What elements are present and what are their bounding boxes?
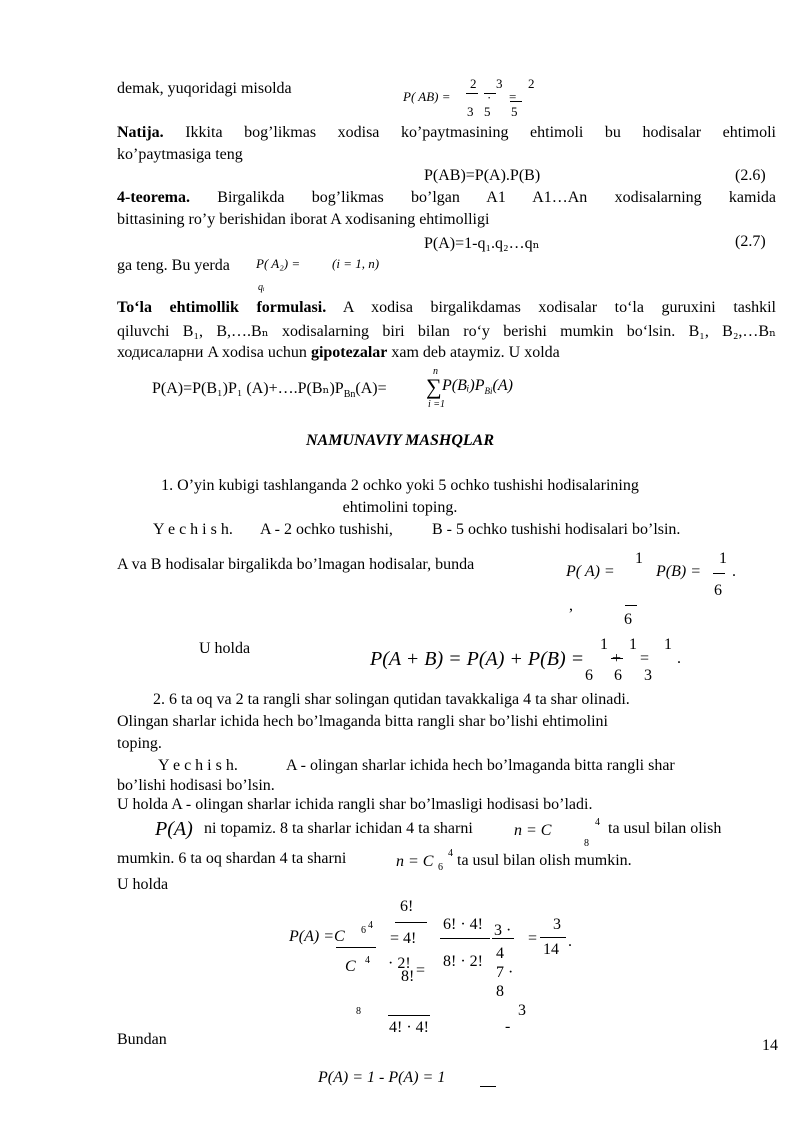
- ex2-line6: U holda A - olingan sharlar ichida rangli shar bo’lmasligi hodisasi bo’ladi.: [117, 796, 593, 813]
- fraction-3-num: 2: [528, 76, 535, 91]
- ex2-a-def: A - olingan sharlar ichida hech bo’lmaganda bitta rangli shar: [286, 757, 675, 774]
- ex2-p-abar: P(A) =C: [289, 928, 345, 945]
- ex2-c84-sup: 4: [595, 817, 600, 828]
- intro-text: demak, yuqoridagi misolda: [117, 80, 292, 97]
- total-prob-line2: qiluvchi B₁, B,….Bₙ xodisalarning biri bilan ro‘y berishi mumkin bo‘lsin. B₁, B₂,…Bₙ: [117, 323, 776, 340]
- ex1-s-num2: 1: [629, 636, 637, 653]
- ex1-pa-den: 6: [624, 611, 632, 628]
- total-prob-line3: ходисаларни A xodisa uchun gipotezalar xam deb ataymiz. U xolda: [117, 344, 560, 361]
- ex2-line7b: ta usul bilan olish: [608, 820, 722, 837]
- ex1-pa-num: 1: [635, 550, 643, 567]
- teorema-text: Birgalikda bog’likmas bo’lgan A1 A1…An xodisalarning kamida: [217, 189, 777, 206]
- pa2-formula: P( A₂) =: [256, 256, 301, 271]
- ex1-uholda: U holda: [199, 640, 251, 657]
- ex1-pb: P(B) =: [656, 563, 701, 580]
- ex1-pa: P( A) =: [566, 563, 615, 580]
- ex1-comma: ,: [569, 597, 573, 614]
- ex1-yechish: Y e c h i s h.: [153, 521, 233, 538]
- ex1-s-den3: 3: [644, 667, 652, 684]
- ex1-eq2: =: [640, 650, 650, 667]
- teorema-title: 4-teorema.: [117, 189, 190, 206]
- ex2-n-c64: n = C: [396, 853, 434, 870]
- sum-lower: i =1: [428, 399, 446, 410]
- ex2-n-c84: n = C: [514, 822, 552, 839]
- ex2-line7a: ni topamiz. 8 ta sharlar ichidan 4 ta sharni: [204, 820, 473, 837]
- q-i: qᵢ: [258, 282, 265, 293]
- fraction-2-den: 5: [484, 104, 491, 119]
- page-number: 14: [762, 1037, 778, 1054]
- ex2-line5: bo’lishi hodisasi bo’lsin.: [117, 777, 275, 794]
- ex2-c64-sub: 6: [438, 862, 443, 873]
- ex2-uholda: U holda: [117, 876, 169, 893]
- ex1-line1: 1. O’yin kubigi tashlanganda 2 ochko yoki 5 ochko tushishi hodisalarining: [161, 477, 639, 494]
- sigma-icon: ∑: [426, 374, 442, 399]
- ex1-line4: A va B hodisalar birgalikda bo’lmagan hodisalar, bunda: [117, 556, 475, 573]
- ex1-pb-num: 1: [719, 550, 727, 567]
- ex1-line2: ehtimolini toping.: [342, 499, 458, 516]
- fraction-1-num: 2: [470, 76, 477, 91]
- natija-title: Natija.: [117, 124, 164, 141]
- ex1-period2: .: [677, 650, 681, 667]
- fraction-2-num: 3: [496, 76, 503, 91]
- total-prob-text: A xodisa birgalikdamas xodisalar to‘la guruxini tashkil: [342, 299, 776, 316]
- section-title: NAMUNAVIY MASHQLAR: [305, 432, 495, 449]
- natija-text: Ikkita bog’likmas xodisa ko’paytmasining ehtimoli bu hodisalar ehtimoli: [185, 124, 777, 141]
- formula-2-6: P(AB)=P(A).P(B): [424, 167, 541, 184]
- fraction-1-den: 3: [467, 104, 474, 119]
- index-range: (i = 1, n): [332, 256, 380, 271]
- ex1-s-den2: 6: [614, 667, 622, 684]
- ex1-s-num3: 1: [664, 636, 672, 653]
- natija-line1: [117, 124, 776, 142]
- ex1-plus: +: [612, 650, 622, 667]
- fraction-3-den: 5: [511, 104, 518, 119]
- ex2-line8b: ta usul bilan olish mumkin.: [457, 852, 632, 869]
- formula-lhs: P( AB) =: [403, 89, 451, 104]
- ex2-c64-sup: 4: [448, 848, 453, 859]
- ex1-b-def: B - 5 ochko tushishi hodisalari bo’lsin.: [432, 521, 681, 538]
- ex1-period: .: [732, 563, 736, 580]
- ex2-line2: Olingan sharlar ichida hech bo’lmaganda bitta rangli shar bo’lishi ehtimolini: [117, 713, 608, 730]
- ex1-s-num1: 1: [600, 636, 608, 653]
- teorema-line2: bittasining ro’y berishidan iborat A xodisaning ehtimolligi: [117, 211, 490, 228]
- ex2-c84-sub: 8: [584, 838, 589, 849]
- ex1-a-def: A - 2 ochko tushishi,: [260, 521, 393, 538]
- total-prob-title: To‘la ehtimollik formulasi.: [117, 299, 327, 316]
- equals: =: [509, 89, 517, 104]
- ex2-yechish: Y e c h i s h.: [158, 757, 238, 774]
- formula-2-7: P(A)=1-q₁.q₂…qₙ: [424, 235, 540, 252]
- ex2-pa-bar: P(A): [155, 818, 193, 840]
- gipotezalar-term: gipotezalar: [310, 344, 388, 361]
- ex1-sum-formula: P(A + B) = P(A) + P(B) =: [370, 648, 585, 670]
- ex2-line3: toping.: [117, 735, 162, 752]
- ex2-line8a: mumkin. 6 ta oq shardan 4 ta sharni: [117, 850, 347, 867]
- eq-number-2-6: (2.6): [735, 167, 766, 184]
- natija-line2: ko’paytmasiga teng: [117, 146, 243, 163]
- ex1-pb-den: 6: [714, 582, 722, 599]
- teorema-line1: [117, 189, 776, 207]
- ga-teng-text: ga teng. Bu yerda: [117, 257, 230, 274]
- total-prob-formula: P(A)=P(B₁)P₁ $(A)+\dots.P(B_n)P_{Bn}(A)=$: [152, 380, 387, 401]
- ex2-bundan: Bundan: [117, 1031, 167, 1048]
- ex2-line1: 2. 6 ta oq va 2 ta rangli shar solingan qutidan tavakkaliga 4 ta shar olinadi.: [153, 691, 630, 708]
- dot: ·: [487, 90, 492, 105]
- eq-number-2-7: (2.7): [735, 233, 766, 250]
- total-prob-line1: [117, 299, 776, 317]
- sum-body: $P(Bᵢ)P_{Bi}(A)$: [442, 377, 513, 397]
- sum-upper: n: [433, 366, 438, 377]
- ex2-final: P(A) = 1 - P(A) = 1: [318, 1069, 446, 1086]
- ex1-s-den1: 6: [585, 667, 593, 684]
